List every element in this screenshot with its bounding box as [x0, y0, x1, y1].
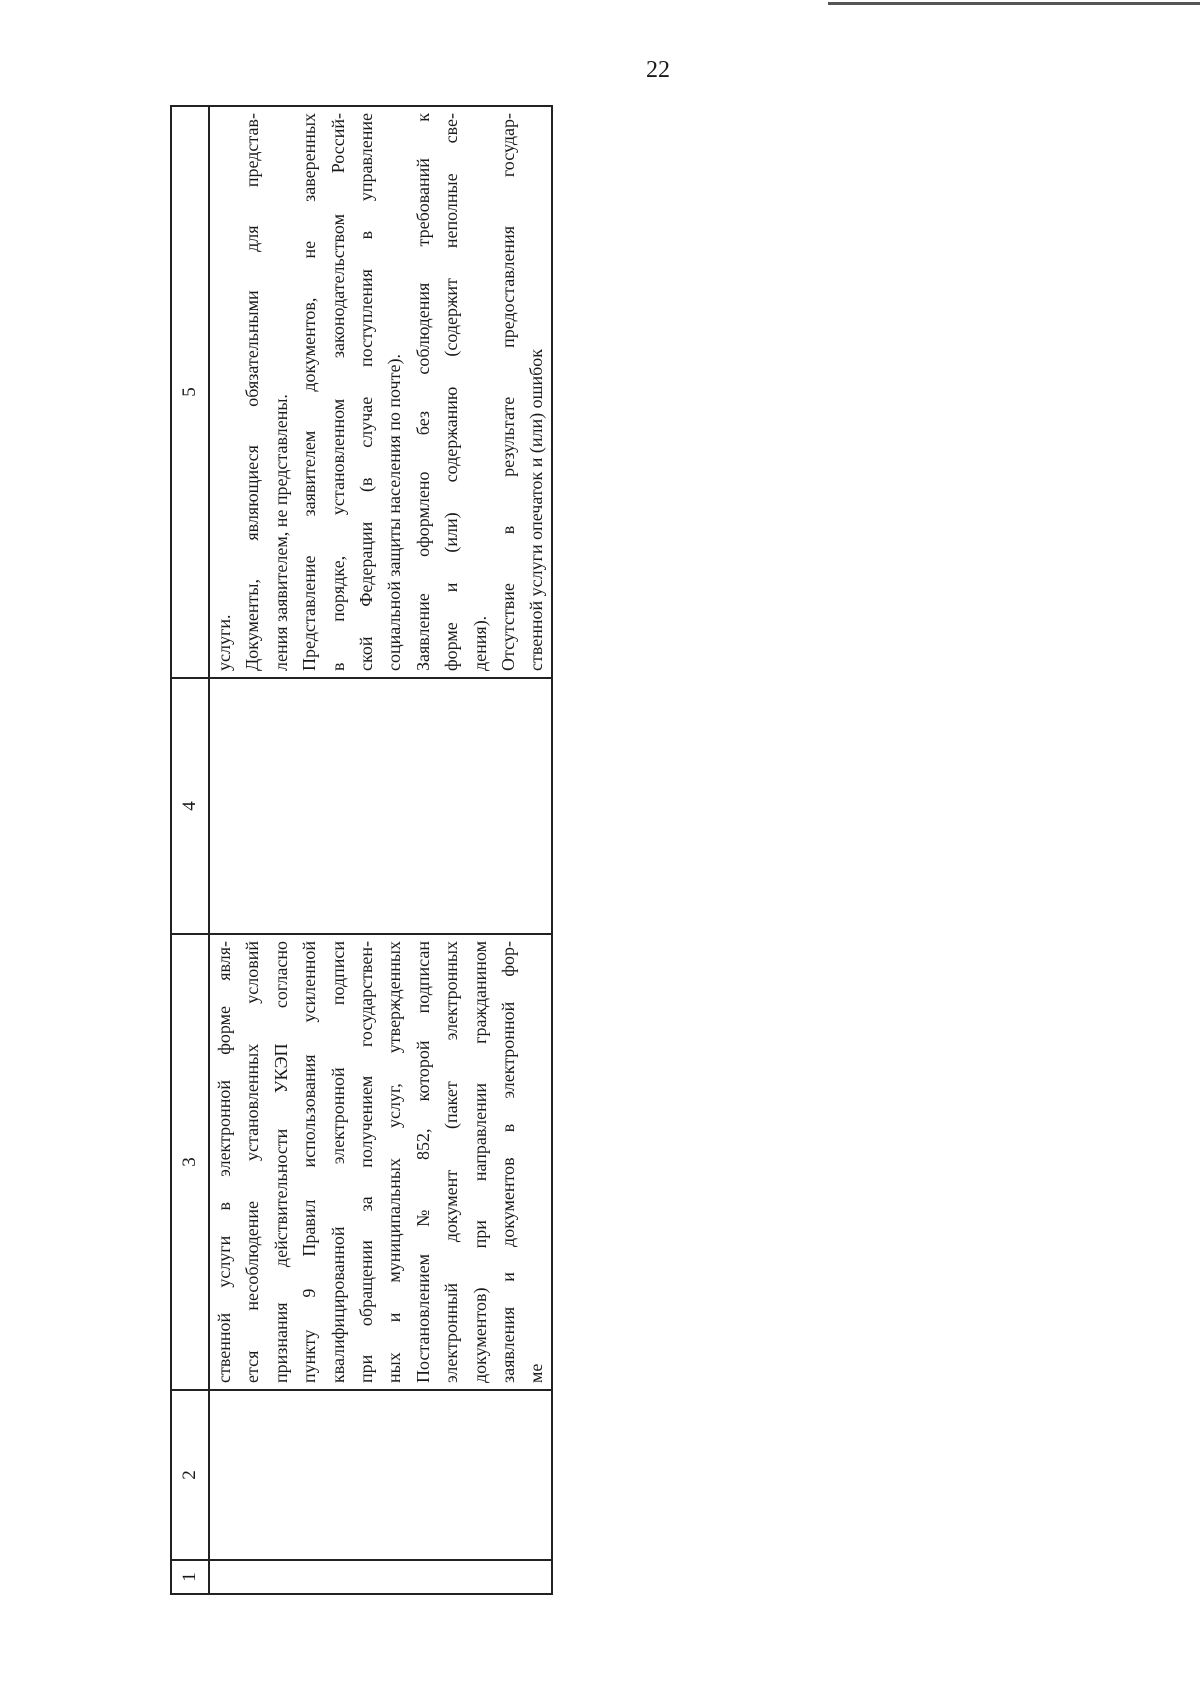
col5-line: Документы, являющиеся обязательными для представ- [242, 113, 263, 671]
col3-line: ственной услуги в электронной форме явля- [214, 941, 234, 1383]
col5-line: Отсутствие в результате предоставления государ- [498, 113, 519, 671]
col3-line: Постановлением № 852, которой подписан [412, 941, 433, 1383]
col3-line: ных и муниципальных услуг, утвержденных [384, 941, 405, 1383]
top-edge-rule [828, 2, 1200, 5]
col3-line: документов) при направлении гражданином [469, 941, 490, 1383]
col5-line: ственной услуги опечаток и (или) ошибок [526, 348, 547, 671]
col5-line: услуги. [214, 614, 234, 671]
cell-col-5 [209, 106, 552, 678]
rotated-table-container [170, 107, 550, 1595]
table-header-row [171, 106, 209, 1594]
header-col-4: 4 [171, 678, 209, 934]
table-row [209, 106, 552, 1594]
col3-line: ме [526, 1363, 547, 1383]
col3-line: пункту 9 Правил использования усиленной [299, 941, 320, 1383]
col3-line: при обращении за получением государствен- [356, 941, 377, 1383]
col5-line: ления заявителем, не представлены. [270, 394, 291, 671]
header-col-1: 1 [171, 1560, 209, 1594]
header-col-5: 5 [171, 106, 209, 678]
cell-col-4 [209, 678, 552, 934]
col3-line: квалифицированной электронной подписи [327, 941, 348, 1383]
cell-col-2 [209, 1390, 552, 1560]
page-number: 22 [646, 57, 670, 83]
col5-line: форме и (или) содержанию (содержит неполные све- [441, 113, 462, 671]
rotated-table [170, 107, 550, 1595]
col3-line: заявления и документов в электронной фор- [498, 941, 519, 1383]
col5-line: дения). [469, 615, 490, 671]
header-col-2: 2 [171, 1390, 209, 1560]
cell-col-3 [209, 934, 552, 1390]
col3-line: ется несоблюдение установленных условий [242, 941, 263, 1383]
col3-line: признания действительности УКЭП согласно [270, 941, 291, 1383]
header-col-3: 3 [171, 934, 209, 1390]
col5-line: в порядке, установленном законодательством Россий- [327, 113, 348, 671]
col5-line: Представление заявителем документов, не заверенных [299, 113, 320, 671]
document-table [170, 105, 553, 1595]
col5-line: социальной защиты населения по почте). [384, 354, 405, 671]
col5-line: ской Федерации (в случае поступления в управление [356, 113, 377, 671]
cell-col-1 [209, 1560, 552, 1594]
col5-line: Заявление оформлено без соблюдения требований к [412, 113, 433, 671]
col3-line: электронный документ (пакет электронных [441, 941, 462, 1383]
